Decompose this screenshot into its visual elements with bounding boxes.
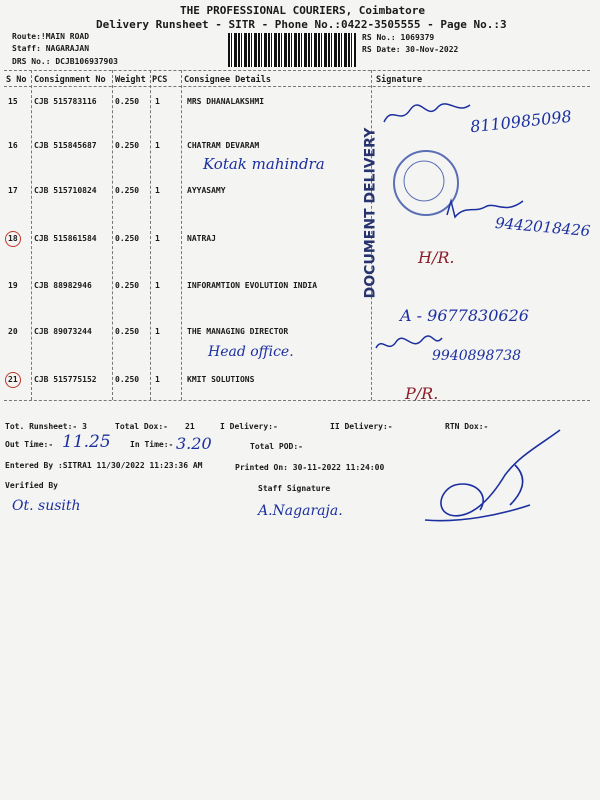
rs-no: RS No.: 1069379 — [362, 33, 435, 42]
col-header-sno: S No — [6, 75, 27, 85]
staff-signature: A.Nagaraja. — [258, 503, 343, 519]
row-consignee: MRS DHANALAKSHMI — [187, 97, 265, 106]
row-weight: 0.250 — [115, 97, 140, 106]
signature-scribble — [374, 334, 444, 358]
in-time-value: 3.20 — [176, 434, 212, 453]
runsheet-subtitle: Delivery Runsheet - SITR - Phone No.:0422-3505555 - Page No.:3 — [96, 18, 507, 31]
row-pcs: 1 — [155, 234, 160, 243]
col-header-consignee: Consignee Details — [184, 75, 271, 85]
entered-by: Entered By :SITRA1 11/30/2022 11:23:36 AM — [5, 461, 203, 470]
out-time-value: 11.25 — [62, 432, 111, 452]
row-sno: 19 — [8, 281, 18, 290]
rs-date: RS Date: 30-Nov-2022 — [362, 45, 459, 54]
col-header-consignment: Consignment No — [34, 75, 106, 85]
row-consignment: CJB 88982946 — [34, 281, 92, 290]
row-weight: 0.250 — [115, 375, 140, 384]
handwritten-note: Head office. — [208, 344, 294, 360]
handwritten-phone: 9940898738 — [432, 348, 522, 364]
verified-signature: Ot. susith — [12, 498, 81, 514]
handwritten-status: P/R. — [405, 384, 439, 403]
handwritten-phone: 8110985098 — [469, 106, 573, 137]
col-divider — [181, 70, 182, 400]
row-sno: 15 — [8, 97, 18, 106]
row-weight: 0.250 — [115, 281, 140, 290]
row-consignment: CJB 515783116 — [34, 97, 97, 106]
ii-delivery: II Delivery:- — [330, 422, 393, 431]
total-dox-value: 21 — [185, 422, 195, 431]
large-signature-scribble — [420, 425, 570, 530]
row-consignee: AYYASAMY — [187, 186, 226, 195]
row-consignment: CJB 515710824 — [34, 186, 97, 195]
total-pod: Total POD:- — [250, 442, 303, 451]
row-pcs: 1 — [155, 97, 160, 106]
row-sno: 20 — [8, 327, 18, 336]
col-header-weight: Weight — [115, 75, 146, 85]
row-pcs: 1 — [155, 281, 160, 290]
row-sno: 16 — [8, 141, 18, 150]
row-weight: 0.250 — [115, 234, 140, 243]
row-pcs: 1 — [155, 186, 160, 195]
verified-by-label: Verified By — [5, 481, 58, 490]
handwritten-phone: 9442018426 — [494, 213, 592, 241]
row-consignee: KMIT SOLUTIONS — [187, 375, 255, 384]
i-delivery: I Delivery:- — [220, 422, 278, 431]
signature-scribble — [382, 100, 472, 128]
row-consignment: CJB 515861584 — [34, 234, 97, 243]
row-consignee: THE MANAGING DIRECTOR — [187, 327, 289, 336]
row-sno: 21 — [8, 375, 18, 384]
row-consignee: NATRAJ — [187, 234, 216, 243]
row-consignment: CJB 515845687 — [34, 141, 97, 150]
staff: Staff: NAGARAJAN — [12, 44, 90, 53]
row-pcs: 1 — [155, 375, 160, 384]
staff-signature-label: Staff Signature — [258, 484, 331, 493]
col-divider — [112, 70, 113, 400]
row-consignee: INFORAMTION EVOLUTION INDIA — [187, 281, 318, 290]
row-consignment: CJB 89073244 — [34, 327, 92, 336]
in-time-label: In Time:- — [130, 440, 174, 449]
table-header-rule — [4, 86, 590, 87]
rtn-dox: RTN Dox:- — [445, 422, 489, 431]
handwritten-phone: A - 9677830626 — [400, 306, 529, 325]
row-sno: 17 — [8, 186, 18, 195]
document-delivery-stamp: DOCUMENT DELIVERY — [362, 127, 379, 299]
col-divider — [150, 70, 151, 400]
row-weight: 0.250 — [115, 186, 140, 195]
row-weight: 0.250 — [115, 141, 140, 150]
row-consignment: CJB 515775152 — [34, 375, 97, 384]
row-sno: 18 — [8, 234, 18, 243]
total-runsheet: Tot. Runsheet:- 3 — [5, 422, 87, 431]
row-pcs: 1 — [155, 141, 160, 150]
handwritten-status: H/R. — [418, 248, 455, 267]
barcode — [228, 33, 356, 67]
company-title: THE PROFESSIONAL COURIERS, Coimbatore — [180, 4, 426, 17]
row-consignee: CHATRAM DEVARAM — [187, 141, 260, 150]
col-header-pcs: PCS — [152, 75, 168, 85]
out-time-label: Out Time:- — [5, 440, 54, 449]
table-bottom-rule — [4, 400, 590, 401]
handwritten-note: Kotak mahindra — [203, 155, 325, 173]
printed-on: Printed On: 30-11-2022 11:24:00 — [235, 463, 385, 472]
total-dox-label: Total Dox:- — [115, 422, 168, 431]
row-pcs: 1 — [155, 327, 160, 336]
row-weight: 0.250 — [115, 327, 140, 336]
col-header-signature: Signature — [376, 75, 423, 85]
signature-scribble — [445, 195, 525, 223]
route: Route:!MAIN ROAD — [12, 32, 90, 41]
table-top-rule — [4, 70, 590, 71]
col-divider — [31, 70, 32, 400]
drs-no: DRS No.: DCJB106937903 — [12, 57, 118, 66]
